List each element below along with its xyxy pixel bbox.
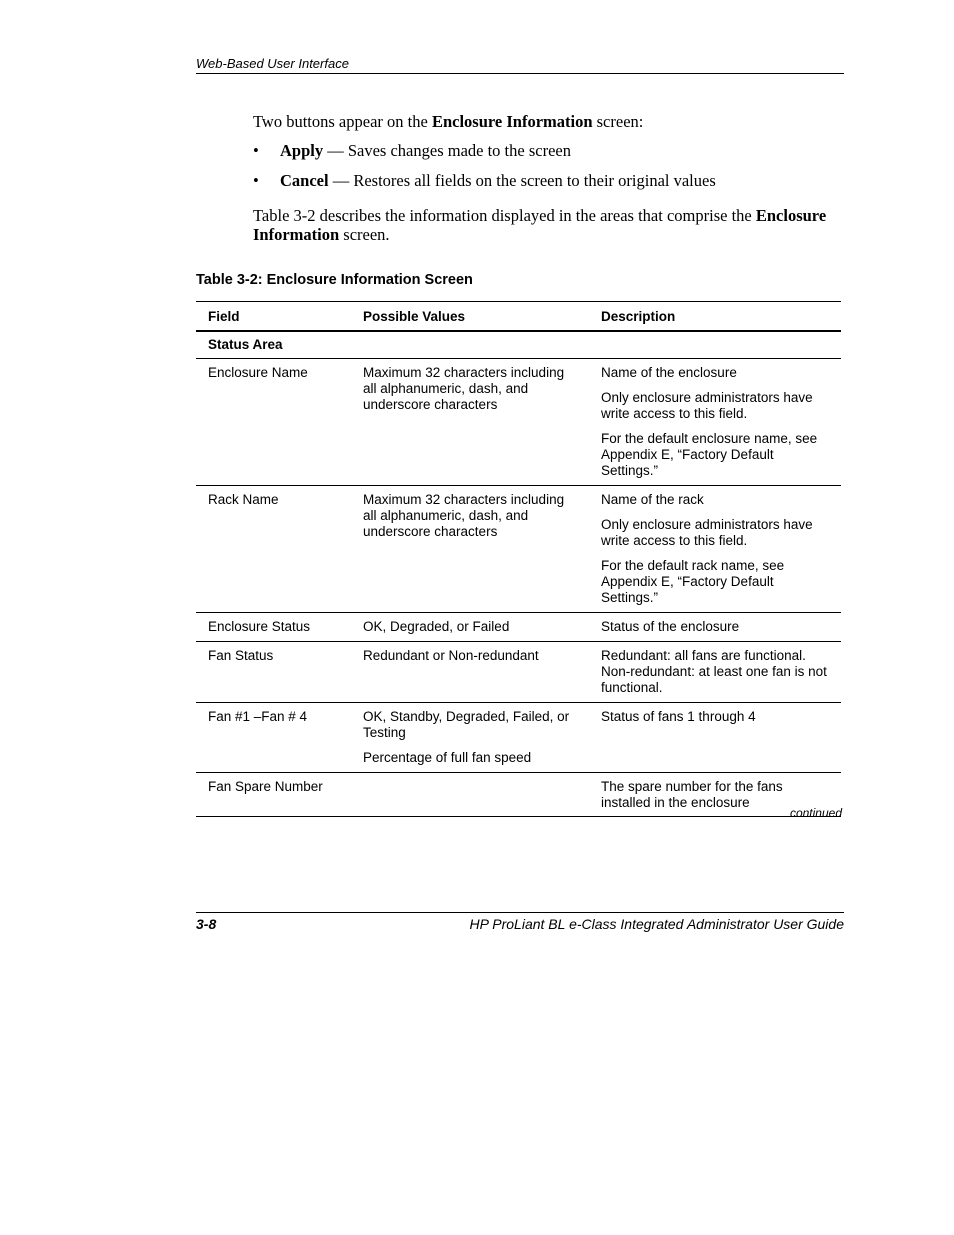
button-list bbox=[253, 141, 843, 190]
description-cell bbox=[589, 359, 841, 486]
page-footer bbox=[196, 912, 844, 932]
list-item bbox=[253, 141, 843, 160]
list-item bbox=[253, 171, 843, 190]
values-cell bbox=[351, 613, 589, 642]
description-cell bbox=[589, 642, 841, 703]
description-text: Only enclosure administrators have write access to this field. bbox=[601, 517, 813, 548]
table-row bbox=[196, 359, 841, 486]
table-row bbox=[196, 613, 841, 642]
table-row bbox=[196, 642, 841, 703]
table-row bbox=[196, 703, 841, 773]
description-cell bbox=[589, 613, 841, 642]
enclosure-info-table bbox=[196, 301, 841, 817]
value-text: OK, Degraded, or Failed bbox=[363, 619, 510, 634]
description-text: Redundant: all fans are functional. Non-redundant: at least one fan is not functional. bbox=[601, 648, 827, 695]
table-row bbox=[196, 486, 841, 613]
bullet-term: Cancel bbox=[280, 171, 329, 190]
table-reference-paragraph bbox=[253, 206, 843, 244]
values-cell bbox=[351, 703, 589, 773]
continued-note: continued bbox=[789, 806, 842, 820]
bullet-term: Apply bbox=[280, 141, 324, 160]
bullet-dot: • bbox=[253, 141, 259, 160]
value-text: Redundant or Non-redundant bbox=[363, 648, 539, 663]
bullet-text: — Saves changes made to the screen bbox=[323, 141, 571, 160]
description-cell bbox=[589, 703, 841, 773]
page-number: 3-8 bbox=[196, 916, 217, 932]
description-text: Status of fans 1 through 4 bbox=[601, 709, 756, 724]
values-cell bbox=[351, 642, 589, 703]
value-text: Maximum 32 characters including all alphanumeric, dash, and underscore characters bbox=[363, 365, 565, 412]
field-cell: Enclosure Status bbox=[196, 613, 351, 642]
bullet-dot: • bbox=[253, 171, 259, 190]
table-section-row bbox=[196, 331, 841, 359]
value-text: Maximum 32 characters including all alphanumeric, dash, and underscore characters bbox=[363, 492, 565, 539]
section-label: Status Area bbox=[196, 331, 351, 359]
values-cell bbox=[351, 486, 589, 613]
para2-text: Table 3-2 describes the information displayed in the areas that comprise the bbox=[253, 206, 756, 225]
field-cell: Enclosure Name bbox=[196, 359, 351, 486]
field-cell: Fan #1 –Fan # 4 bbox=[196, 703, 351, 773]
table-header-row bbox=[196, 302, 841, 332]
description-text: For the default rack name, see Appendix E, “Factory Default Settings.” bbox=[601, 558, 785, 605]
intro-paragraph bbox=[253, 112, 843, 131]
value-text: OK, Standby, Degraded, Failed, or Testing bbox=[363, 709, 570, 740]
table-caption: Table 3-2: Enclosure Information Screen bbox=[196, 272, 473, 288]
running-header-title: Web-Based User Interface bbox=[196, 56, 349, 71]
intro-bold-term: Enclosure Information bbox=[431, 112, 593, 131]
column-header-possible-values: Possible Values bbox=[351, 302, 589, 332]
description-text: Only enclosure administrators have write access to this field. bbox=[601, 390, 813, 421]
para2-bold-term: Enclosure Information bbox=[253, 206, 827, 244]
bullet-text: — Restores all fields on the screen to their original values bbox=[328, 171, 716, 190]
para2-text-end: screen. bbox=[339, 225, 390, 244]
description-cell bbox=[589, 486, 841, 613]
description-text: The spare number for the fans installed in the enclosure bbox=[601, 779, 783, 810]
field-cell: Fan Spare Number bbox=[208, 779, 323, 794]
field-cell: Fan Status bbox=[196, 642, 351, 703]
description-text: For the default enclosure name, see Appendix E, “Factory Default Settings.” bbox=[601, 431, 818, 478]
value-text: Percentage of full fan speed bbox=[363, 750, 532, 765]
field-cell: Rack Name bbox=[196, 486, 351, 613]
description-text: Name of the rack bbox=[601, 492, 704, 507]
values-cell bbox=[351, 359, 589, 486]
guide-title: HP ProLiant BL e-Class Integrated Administrator User Guide bbox=[469, 916, 844, 932]
column-header-description: Description bbox=[589, 302, 841, 332]
intro-section bbox=[253, 112, 843, 244]
intro-text: Two buttons appear on the bbox=[253, 112, 432, 131]
column-header-field: Field bbox=[196, 302, 351, 332]
running-header bbox=[196, 56, 844, 74]
description-text: Status of the enclosure bbox=[601, 619, 740, 634]
intro-text-end: screen: bbox=[592, 112, 644, 131]
description-text: Name of the enclosure bbox=[601, 365, 737, 380]
